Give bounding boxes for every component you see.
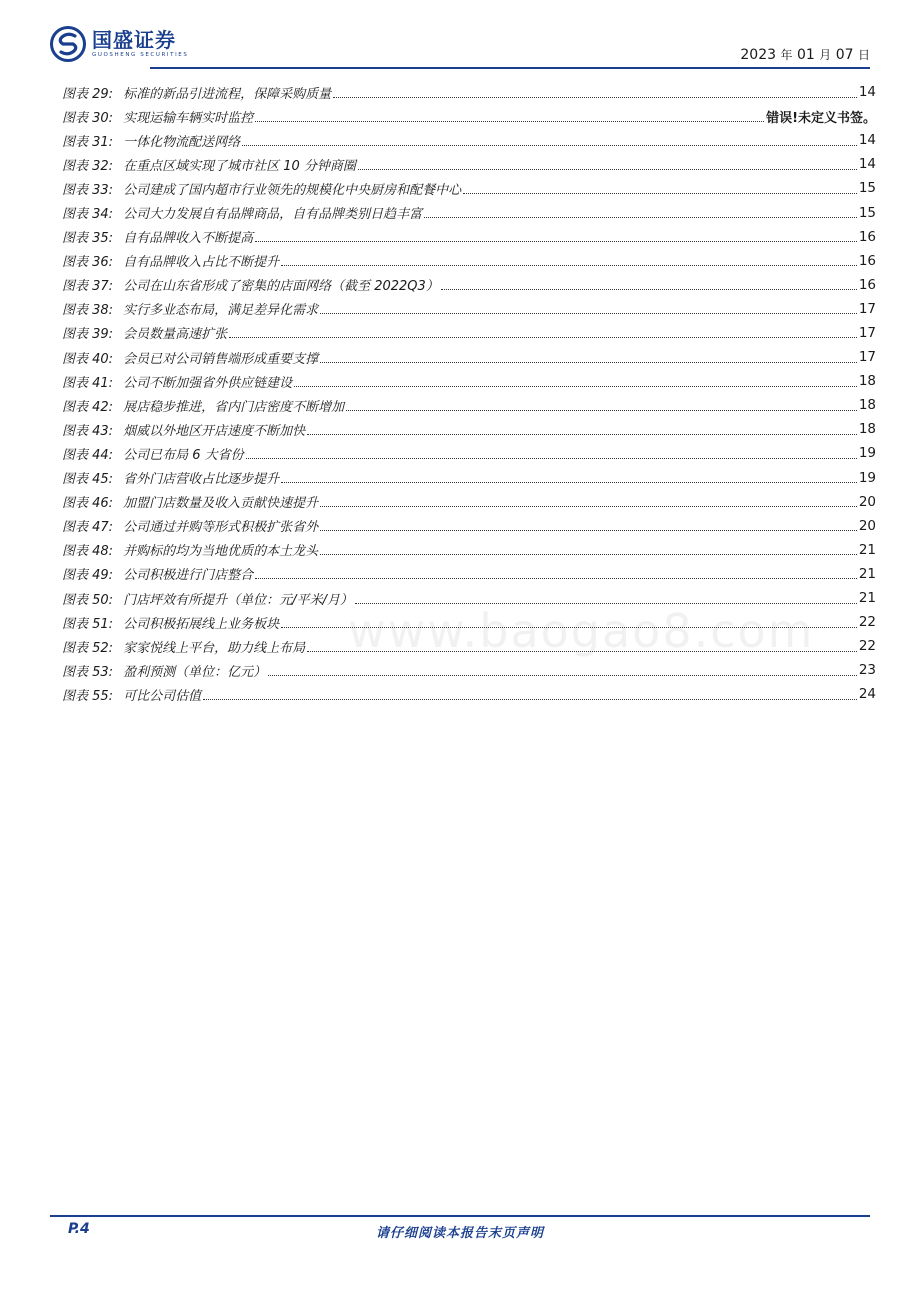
date-unit-day: 日 <box>857 48 870 62</box>
toc-entry[interactable] <box>62 321 876 345</box>
toc-entry-label: 图表 31: <box>62 134 114 150</box>
toc-entry-title: 公司积极拓展线上业务板块 <box>123 616 280 632</box>
toc-entry-page: 21 <box>858 590 876 607</box>
toc-entry-title: 会员数量高速扩张 <box>123 327 228 343</box>
toc-entry[interactable] <box>62 176 876 200</box>
toc-entry-page: 18 <box>858 397 876 414</box>
toc-entry-title: 并购标的均为当地优质的本土龙头 <box>123 544 319 560</box>
toc-entry-label: 图表 36: <box>62 255 114 271</box>
toc-dot-leader <box>346 410 857 411</box>
toc-entry-title: 实现运输车辆实时监控 <box>123 110 254 126</box>
toc-entry-label: 图表 50: <box>62 592 114 608</box>
toc-entry-page: 24 <box>858 686 876 703</box>
toc-dot-leader <box>281 265 857 266</box>
toc-dot-leader <box>255 241 857 242</box>
toc-dot-leader <box>268 675 857 676</box>
toc-entry[interactable] <box>62 128 876 152</box>
toc-entry-label: 图表 30: <box>62 110 114 126</box>
toc-entry-label: 图表 29: <box>62 86 114 102</box>
toc-entry[interactable] <box>62 152 876 176</box>
company-logo <box>50 26 188 62</box>
toc-entry-page: 16 <box>858 276 876 293</box>
toc-entry[interactable] <box>62 225 876 249</box>
toc-entry-label: 图表 51: <box>62 616 114 632</box>
date-year: 2023 <box>740 47 777 63</box>
toc-entry-title: 家家悦线上平台，助力线上布局 <box>123 640 306 656</box>
toc-entry-title: 一体化物流配送网络 <box>123 134 241 150</box>
toc-entry-title: 省外门店营收占比逐步提升 <box>123 472 280 488</box>
toc-entry-title: 自有品牌收入占比不断提升 <box>123 255 280 271</box>
toc-entry-page: 22 <box>858 638 876 655</box>
logo-subtext: GUOSHENG SECURITIES <box>92 51 189 58</box>
toc-dot-leader <box>320 313 857 314</box>
toc-entry-page: 18 <box>858 373 876 390</box>
toc-entry-label: 图表 43: <box>62 423 114 439</box>
page-number: P.4 <box>68 1221 90 1237</box>
toc-entry-title: 可比公司估值 <box>123 688 202 704</box>
toc-entry[interactable] <box>62 466 876 490</box>
toc-entry-title: 公司建成了国内超市行业领先的规模化中央厨房和配餐中心 <box>123 182 462 198</box>
toc-entry-title: 会员已对公司销售端形成重要支撑 <box>123 351 319 367</box>
toc-entry-title: 在重点区域实现了城市社区 10 分钟商圈 <box>123 158 356 174</box>
toc-entry-title: 公司积极进行门店整合 <box>123 568 254 584</box>
toc-entry-label: 图表 39: <box>62 327 114 343</box>
toc-entry-label: 图表 45: <box>62 472 114 488</box>
toc-entry[interactable] <box>62 417 876 441</box>
toc-dot-leader <box>320 554 857 555</box>
toc-entry-label: 图表 41: <box>62 375 114 391</box>
toc-entry-page: 14 <box>858 156 876 173</box>
toc-entry-label: 图表 55: <box>62 688 114 704</box>
date-month: 01 <box>796 47 815 63</box>
guosheng-logo-icon <box>50 26 86 62</box>
toc-entry-title: 公司已布局 6 大省份 <box>123 447 244 463</box>
disclaimer-note: 请仔细阅读本报告末页声明 <box>375 1226 544 1241</box>
toc-entry[interactable] <box>62 562 876 586</box>
toc-entry-label: 图表 53: <box>62 664 114 680</box>
toc-entry-page: 16 <box>858 252 876 269</box>
toc-entry-title: 展店稳步推进，省内门店密度不断增加 <box>123 399 345 415</box>
toc-entry-page: 20 <box>858 517 876 534</box>
toc-entry-title: 标准的新品引进流程，保障采购质量 <box>123 86 332 102</box>
toc-entry-title: 公司大力发展自有品牌商品，自有品牌类别日趋丰富 <box>123 207 423 223</box>
toc-entry[interactable] <box>62 441 876 465</box>
toc-entry[interactable] <box>62 538 876 562</box>
toc-entry[interactable] <box>62 369 876 393</box>
toc-dot-leader <box>307 434 857 435</box>
toc-entry-page: 22 <box>858 614 876 631</box>
toc-entry-label: 图表 52: <box>62 640 114 656</box>
toc-entry-title: 门店坪效有所提升（单位：元/平米/月） <box>123 592 353 608</box>
toc-dot-leader <box>281 482 857 483</box>
toc-entry-page: 17 <box>858 300 876 317</box>
toc-dot-leader <box>424 217 857 218</box>
report-date <box>740 46 870 63</box>
watermark: www.baogao8.com <box>348 604 815 658</box>
toc-entry-page: 17 <box>858 349 876 366</box>
toc-dot-leader <box>246 458 857 459</box>
toc-dot-leader <box>229 337 857 338</box>
toc-entry[interactable] <box>62 682 876 706</box>
toc-dot-leader <box>320 506 857 507</box>
logo-text: 国盛证券 <box>92 27 176 52</box>
toc-entry-title: 自有品牌收入不断提高 <box>123 231 254 247</box>
toc-entry-label: 图表 42: <box>62 399 114 415</box>
toc-entry-title: 公司不断加强省外供应链建设 <box>123 375 293 391</box>
toc-entry-page: 19 <box>858 469 876 486</box>
toc-entry[interactable] <box>62 514 876 538</box>
toc-entry-page: 16 <box>858 228 876 245</box>
toc-entry-page: 18 <box>858 421 876 438</box>
toc-entry-page: 19 <box>858 445 876 462</box>
toc-entry-page: 21 <box>858 565 876 582</box>
toc-entry[interactable] <box>62 273 876 297</box>
toc-entry-label: 图表 46: <box>62 496 114 512</box>
toc-entry-label: 图表 49: <box>62 568 114 584</box>
toc-entry-label: 图表 47: <box>62 520 114 536</box>
toc-entry-page: 错误!未定义书签。 <box>766 110 876 126</box>
toc-entry[interactable] <box>62 297 876 321</box>
footer-divider <box>50 1215 870 1217</box>
toc-entry-page: 17 <box>858 324 876 341</box>
toc-entry-title: 盈利预测（单位：亿元） <box>123 664 267 680</box>
toc-entry-title: 公司在山东省形成了密集的店面网络（截至 2022Q3） <box>123 279 439 295</box>
toc-dot-leader <box>255 121 764 122</box>
date-unit-year: 年 <box>780 48 793 62</box>
toc-dot-leader <box>203 699 857 700</box>
toc-entry-label: 图表 38: <box>62 303 114 319</box>
toc-entry-page: 23 <box>858 662 876 679</box>
toc-entry-label: 图表 33: <box>62 182 114 198</box>
toc-entry-label: 图表 35: <box>62 231 114 247</box>
toc-entry[interactable] <box>62 104 876 128</box>
toc-entry-page: 15 <box>858 204 876 221</box>
toc-entry-label: 图表 34: <box>62 207 114 223</box>
header-divider <box>150 67 870 69</box>
toc-entry-page: 14 <box>858 84 876 101</box>
toc-entry-page: 20 <box>858 493 876 510</box>
toc-entry[interactable] <box>62 80 876 104</box>
toc-entry-label: 图表 37: <box>62 279 114 295</box>
toc-entry-label: 图表 44: <box>62 447 114 463</box>
toc-dot-leader <box>333 97 857 98</box>
toc-entry[interactable] <box>62 200 876 224</box>
toc-entry-page: 14 <box>858 132 876 149</box>
toc-dot-leader <box>463 193 857 194</box>
toc-dot-leader <box>255 578 857 579</box>
toc-dot-leader <box>294 386 857 387</box>
toc-entry-label: 图表 32: <box>62 158 114 174</box>
date-unit-month: 月 <box>819 48 832 62</box>
toc-entry[interactable] <box>62 393 876 417</box>
toc-entry[interactable] <box>62 345 876 369</box>
toc-entry-label: 图表 48: <box>62 544 114 560</box>
toc-entry-title: 加盟门店数量及收入贡献快速提升 <box>123 496 319 512</box>
toc-entry-page: 15 <box>858 180 876 197</box>
toc-entry[interactable] <box>62 658 876 682</box>
page-header <box>50 26 870 70</box>
toc-entry-title: 实行多业态布局，满足差异化需求 <box>123 303 319 319</box>
date-day: 07 <box>835 47 854 63</box>
toc-entry[interactable] <box>62 490 876 514</box>
toc-entry-label: 图表 40: <box>62 351 114 367</box>
toc-dot-leader <box>320 530 857 531</box>
toc-dot-leader <box>320 362 857 363</box>
toc-entry[interactable] <box>62 249 876 273</box>
toc-dot-leader <box>358 169 857 170</box>
toc-entry-title: 烟威以外地区开店速度不断加快 <box>123 423 306 439</box>
toc-entry-title: 公司通过并购等形式积极扩张省外 <box>123 520 319 536</box>
toc-entry-page: 21 <box>858 541 876 558</box>
toc-dot-leader <box>441 289 857 290</box>
toc-dot-leader <box>242 145 857 146</box>
